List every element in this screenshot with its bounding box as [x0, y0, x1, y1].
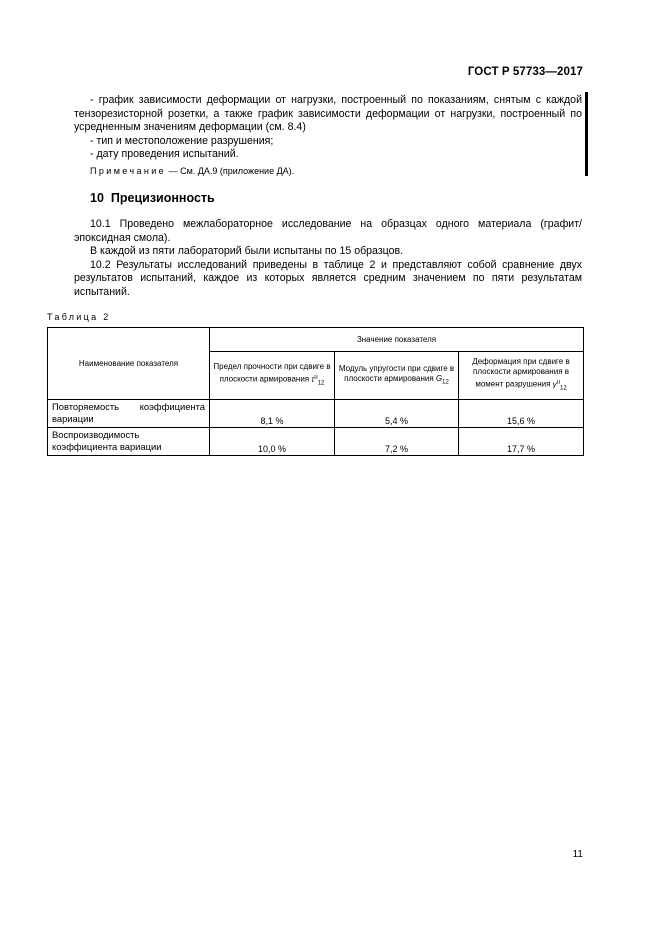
column-header-text: Деформация при сдвиге в плоскости армирования в момент разрушения [472, 357, 570, 390]
column-symbol: $G_{12}$ [435, 373, 449, 386]
column-header-text: Предел прочности при сдвиге в плоскости армирования [213, 362, 331, 385]
table-cell: 15,6 % [459, 400, 584, 428]
table-cell: 7,2 % [335, 427, 459, 455]
list-item: - график зависимости деформации от нагрузки, построенный по показаниям, снятым с каждой тензорезисторной розетки, а также график зависимости деформации от нагрузки, построенный по усредненным значениям деформации (см. 8.4) [74, 94, 582, 134]
paragraph: В каждой из пяти лабораторий были испытаны по 15 образцов. [90, 245, 404, 258]
table-cell: 8,1 % [210, 400, 335, 428]
column-header [210, 352, 335, 400]
list-item: - дату проведения испытаний. [90, 148, 239, 161]
paragraph: 10.2 Результаты исследований приведены в таблице 2 и представляют собой сравнение двух результатов испытаний, каждое из которых является средним значением по пяти результатам испытаний. [74, 258, 582, 298]
note-text: — См. ДА.9 (приложение ДА). [166, 166, 295, 176]
list-item: - тип и местоположение разрушения; [90, 134, 274, 147]
paragraph: 10.1 Проведено межлабораторное исследование на образцах одного материала (графит/эпоксидная смола). [74, 218, 582, 244]
section-number: 10 [90, 191, 104, 205]
row-label: Воспроизводимость коэффициента вариации [48, 427, 210, 455]
note-label: Примечание [90, 166, 167, 176]
section-title: Прецизионность [110, 191, 215, 205]
column-symbol: $\gamma^u_{12}$ [552, 379, 567, 392]
column-header-text: Модуль упругости при сдвиге в плоскости армирования [338, 363, 455, 383]
column-header [459, 352, 584, 400]
report-contents-list [74, 94, 582, 162]
document-code: ГОСТ Р 57733—2017 [467, 66, 583, 78]
section-heading [90, 191, 215, 205]
change-bar [585, 92, 588, 176]
table-cell: 5,4 % [335, 400, 459, 428]
table-cell: 10,0 % [210, 427, 335, 455]
note [90, 166, 294, 177]
section-body [74, 218, 582, 300]
column-header-name: Наименование показателя [48, 328, 210, 400]
column-header [335, 352, 459, 400]
precision-table [47, 327, 584, 456]
table-caption: Таблица 2 [47, 312, 111, 322]
row-label: Повторяемость коэффициента вариации [48, 400, 210, 428]
column-symbol: $\tau^u_{12}$ [311, 374, 325, 387]
table-cell: 17,7 % [459, 427, 584, 455]
column-group-header: Значение показателя [210, 328, 584, 352]
table-row [48, 427, 584, 455]
page-number: 11 [572, 849, 583, 860]
table-row [48, 400, 584, 428]
